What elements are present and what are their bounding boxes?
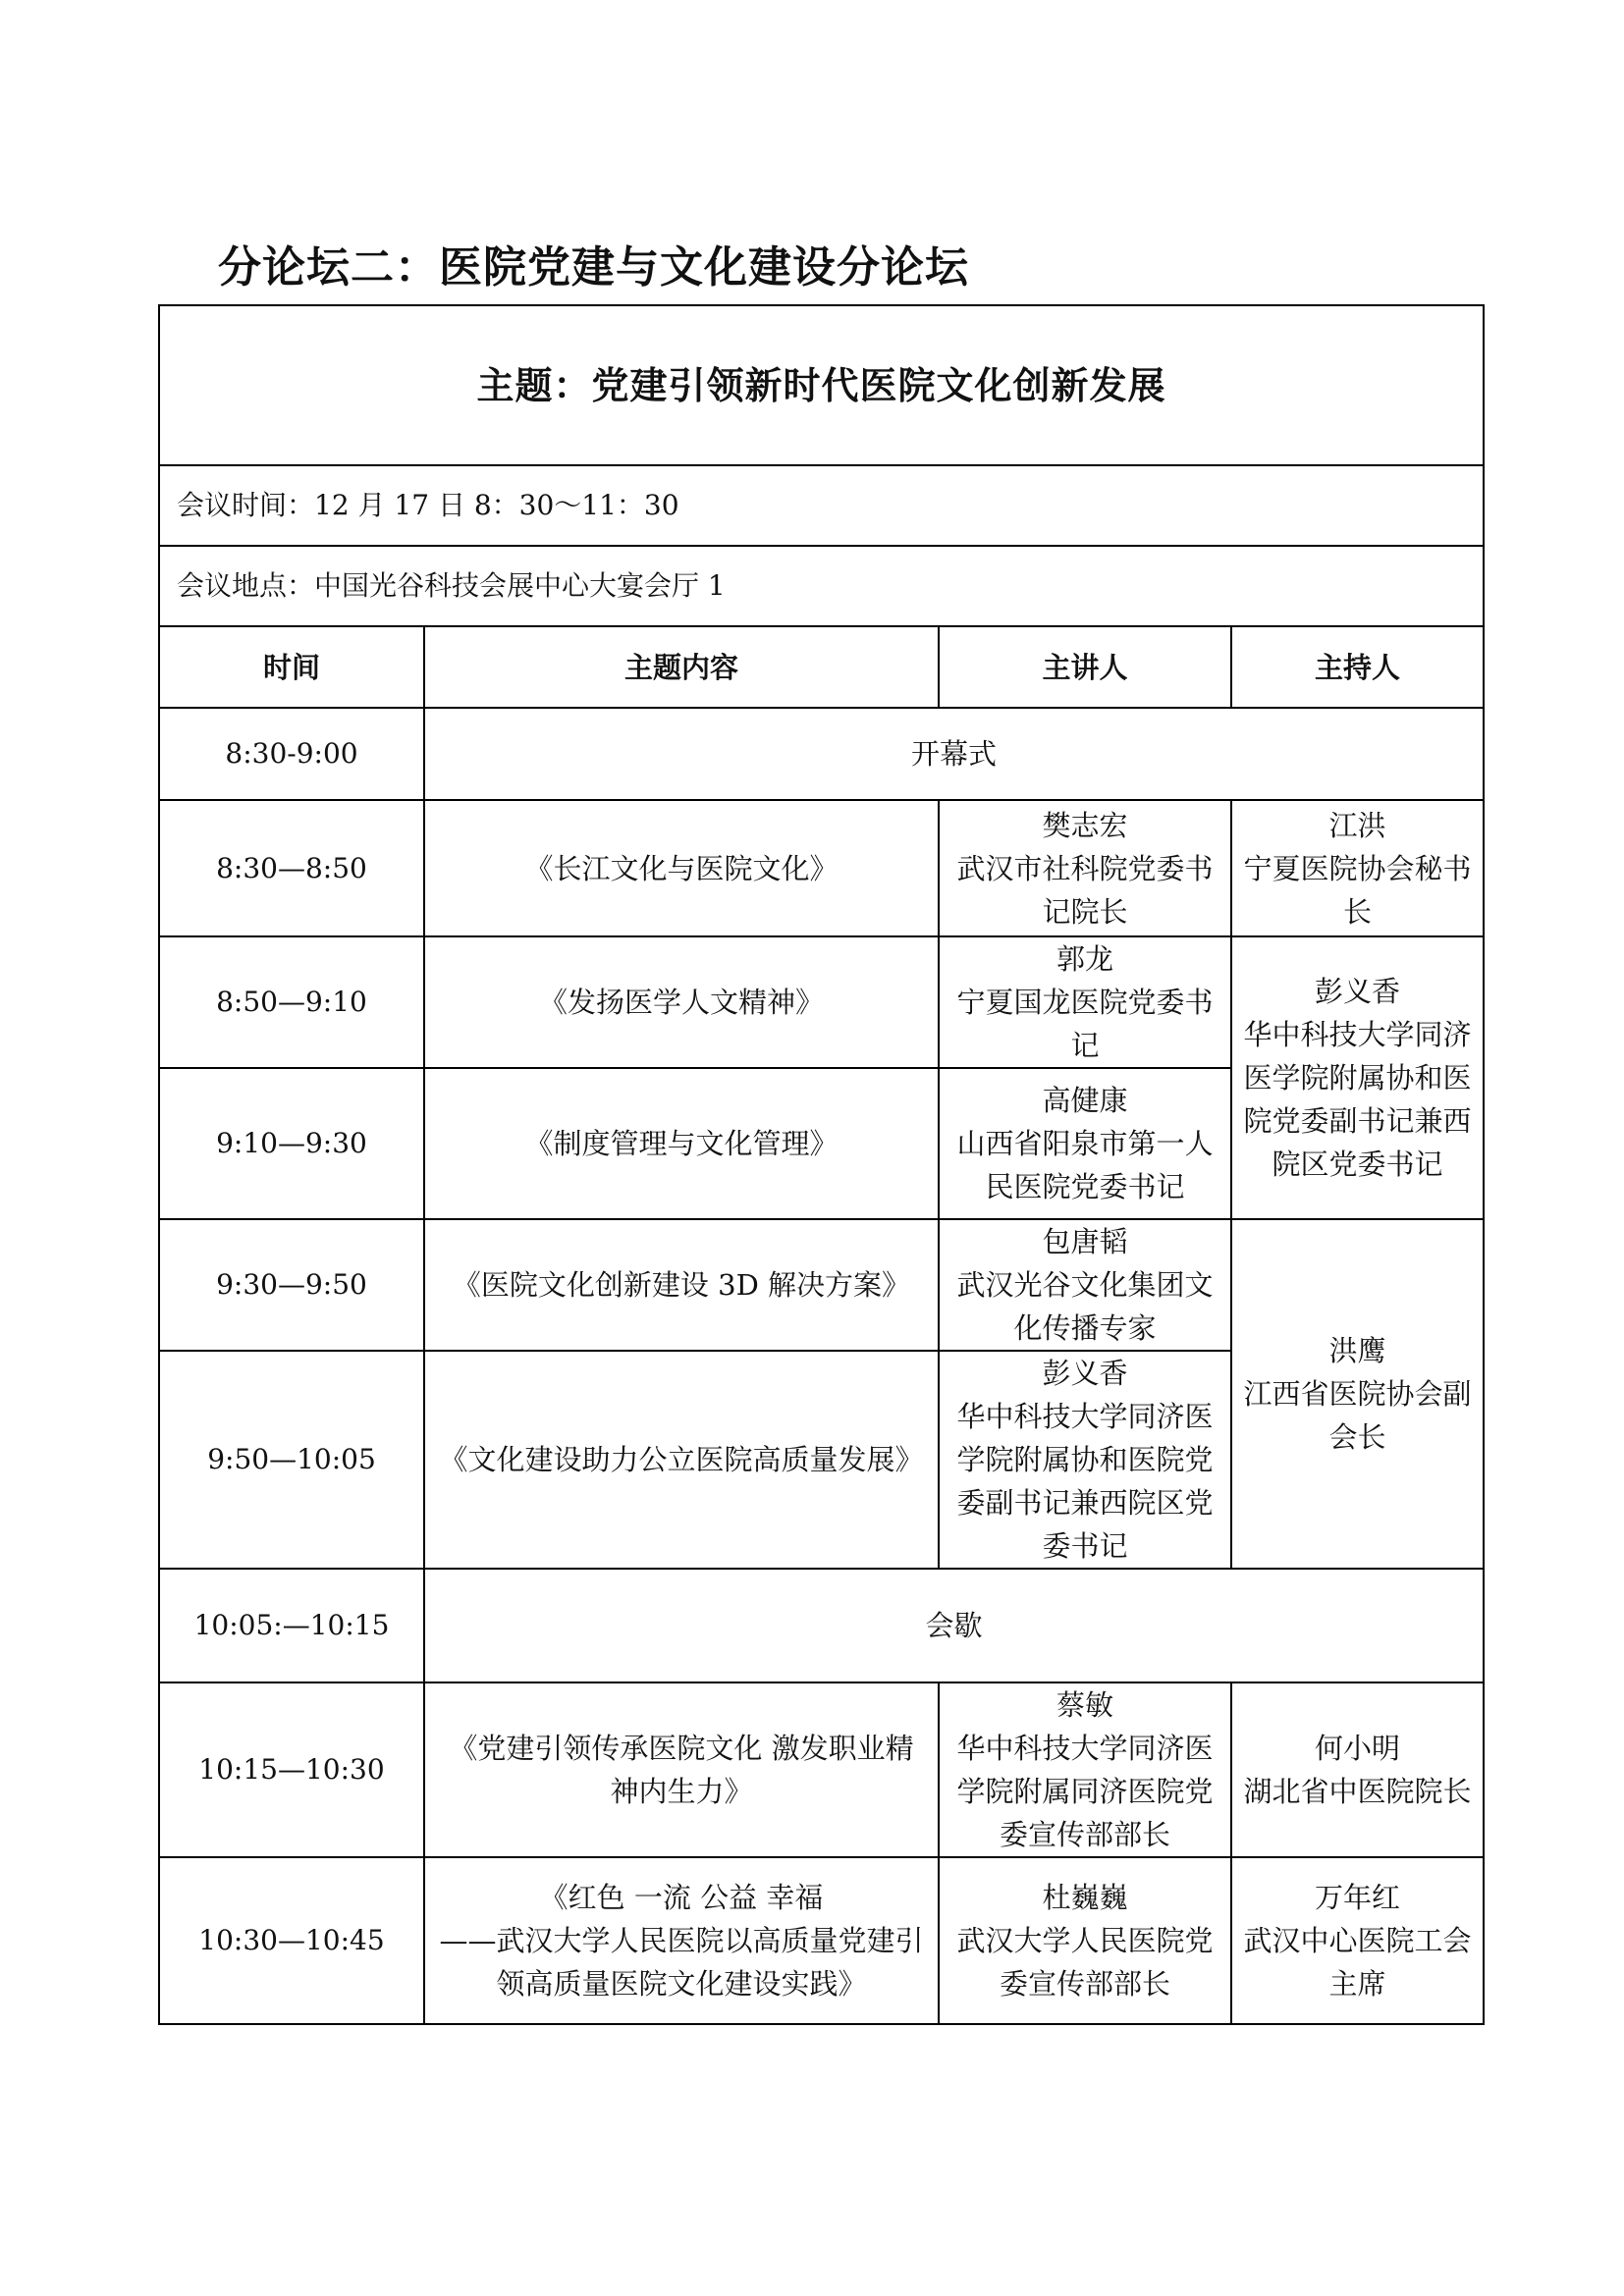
host-title: 湖北省中医院院长 bbox=[1243, 1775, 1472, 1808]
session-speaker bbox=[939, 1857, 1231, 2024]
session-topic: 《发扬医学人文精神》 bbox=[424, 936, 939, 1068]
theme-row bbox=[159, 305, 1484, 465]
host-name: 万年红 bbox=[1315, 1881, 1401, 1914]
session-host bbox=[1231, 1682, 1484, 1857]
speaker-title: 华中科技大学同济医学院附属同济医院党委宣传部部长 bbox=[956, 1732, 1214, 1851]
session-host bbox=[1231, 800, 1484, 936]
speaker-name: 杜巍巍 bbox=[1042, 1881, 1128, 1914]
topic-line: ——武汉大学人民医院以高质量党建引领高质量医院文化建设实践》 bbox=[439, 1924, 924, 2001]
session-topic: 《党建引领传承医院文化 激发职业精神内生力》 bbox=[424, 1682, 939, 1857]
session-speaker bbox=[939, 800, 1231, 936]
session-row bbox=[159, 800, 1484, 936]
host-name: 彭义香 bbox=[1315, 975, 1401, 1008]
session-topic: 《文化建设助力公立医院高质量发展》 bbox=[424, 1351, 939, 1569]
column-header-time: 时间 bbox=[159, 626, 424, 708]
speaker-title: 宁夏国龙医院党委书记 bbox=[956, 986, 1214, 1062]
host-name: 洪鹰 bbox=[1328, 1334, 1386, 1367]
speaker-title: 武汉大学人民医院党委宣传部部长 bbox=[956, 1924, 1214, 2001]
column-header-row bbox=[159, 626, 1484, 708]
column-header-topic: 主题内容 bbox=[424, 626, 939, 708]
session-topic: 《长江文化与医院文化》 bbox=[424, 800, 939, 936]
speaker-name: 郭龙 bbox=[1056, 942, 1113, 976]
speaker-title: 山西省阳泉市第一人民医院党委书记 bbox=[956, 1127, 1214, 1203]
opening-label: 开幕式 bbox=[424, 708, 1484, 800]
meeting-time: 会议时间：12 月 17 日 8：30～11：30 bbox=[159, 465, 1484, 546]
column-header-host: 主持人 bbox=[1231, 626, 1484, 708]
session-topic: 《制度管理与文化管理》 bbox=[424, 1068, 939, 1219]
meeting-time-row bbox=[159, 465, 1484, 546]
page-heading: 分论坛二：医院党建与文化建设分论坛 bbox=[218, 242, 969, 293]
session-row bbox=[159, 936, 1484, 1068]
speaker-title: 华中科技大学同济医学院附属协和医院党委副书记兼西院区党委书记 bbox=[956, 1400, 1214, 1563]
speaker-name: 彭义香 bbox=[1042, 1357, 1128, 1390]
session-speaker bbox=[939, 1682, 1231, 1857]
session-time: 10:15—10:30 bbox=[159, 1682, 424, 1857]
session-time: 9:30—9:50 bbox=[159, 1219, 424, 1351]
speaker-name: 高健康 bbox=[1042, 1084, 1128, 1117]
speaker-title: 武汉市社科院党委书记院长 bbox=[956, 851, 1214, 929]
session-row bbox=[159, 1219, 1484, 1351]
forum-theme: 主题：党建引领新时代医院文化创新发展 bbox=[159, 305, 1484, 465]
session-time: 9:50—10:05 bbox=[159, 1351, 424, 1569]
host-title: 江西省医院协会副会长 bbox=[1243, 1377, 1472, 1454]
host-name: 何小明 bbox=[1315, 1732, 1401, 1765]
host-title: 华中科技大学同济医学院附属协和医院党委副书记兼西院区党委书记 bbox=[1243, 1018, 1472, 1181]
break-label: 会歇 bbox=[424, 1569, 1484, 1682]
agenda-table bbox=[158, 304, 1485, 2025]
meeting-place: 会议地点：中国光谷科技会展中心大宴会厅 1 bbox=[159, 546, 1484, 626]
session-topic: 《医院文化创新建设 3D 解决方案》 bbox=[424, 1219, 939, 1351]
host-title: 宁夏医院协会秘书长 bbox=[1243, 851, 1472, 929]
session-topic bbox=[424, 1857, 939, 2024]
host-title: 武汉中心医院工会主席 bbox=[1243, 1924, 1472, 2001]
speaker-name: 蔡敏 bbox=[1056, 1688, 1113, 1722]
speaker-name: 樊志宏 bbox=[1042, 808, 1128, 842]
session-row bbox=[159, 1857, 1484, 2024]
topic-line: 《红色 一流 公益 幸福 bbox=[539, 1881, 824, 1914]
session-time: 10:30—10:45 bbox=[159, 1857, 424, 2024]
host-name: 江洪 bbox=[1328, 808, 1386, 842]
break-time: 10:05:—10:15 bbox=[159, 1569, 424, 1682]
session-host bbox=[1231, 1857, 1484, 2024]
opening-row bbox=[159, 708, 1484, 800]
break-row bbox=[159, 1569, 1484, 1682]
session-time: 9:10—9:30 bbox=[159, 1068, 424, 1219]
session-row bbox=[159, 1682, 1484, 1857]
column-header-speaker: 主讲人 bbox=[939, 626, 1231, 708]
session-speaker bbox=[939, 936, 1231, 1068]
session-speaker bbox=[939, 1068, 1231, 1219]
opening-time: 8:30-9:00 bbox=[159, 708, 424, 800]
session-speaker bbox=[939, 1219, 1231, 1351]
speaker-title: 武汉光谷文化集团文化传播专家 bbox=[956, 1268, 1214, 1345]
session-time: 8:50—9:10 bbox=[159, 936, 424, 1068]
session-time: 8:30—8:50 bbox=[159, 800, 424, 936]
meeting-place-row bbox=[159, 546, 1484, 626]
session-host bbox=[1231, 936, 1484, 1219]
session-speaker bbox=[939, 1351, 1231, 1569]
session-host bbox=[1231, 1219, 1484, 1569]
speaker-name: 包唐韬 bbox=[1042, 1225, 1128, 1258]
